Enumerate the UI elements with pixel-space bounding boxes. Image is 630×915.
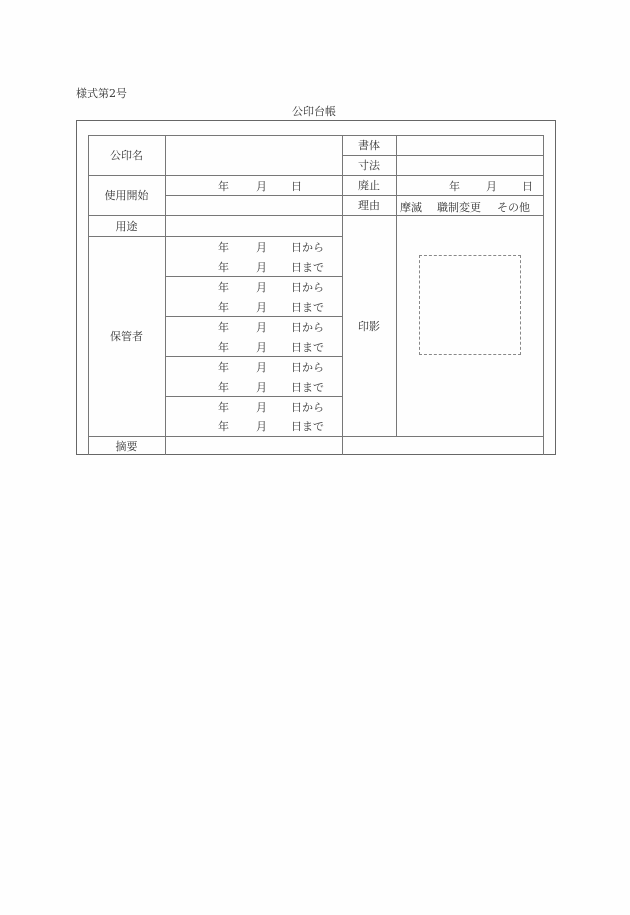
- from-day-unit: 日から: [291, 281, 324, 294]
- month-unit: 月: [256, 381, 267, 394]
- purpose-field[interactable]: [166, 216, 342, 236]
- year-unit: 年: [218, 341, 229, 354]
- start-use-date-field[interactable]: [166, 175, 342, 195]
- month-unit: 月: [256, 301, 267, 314]
- seal-name-field[interactable]: [166, 136, 342, 175]
- year-unit: 年: [449, 180, 460, 193]
- to-day-unit: 日まで: [291, 420, 324, 433]
- month-unit: 月: [256, 180, 267, 193]
- to-day-unit: 日まで: [291, 341, 324, 354]
- month-unit: 月: [256, 420, 267, 433]
- size-label: 寸法: [358, 159, 380, 172]
- year-unit: 年: [218, 361, 229, 374]
- font-field[interactable]: [397, 136, 543, 155]
- day-unit: 日: [522, 180, 533, 193]
- custodian-label: 保管者: [110, 330, 143, 343]
- table-border-right: [543, 135, 544, 455]
- from-day-unit: 日から: [291, 401, 324, 414]
- month-unit: 月: [486, 180, 497, 193]
- year-unit: 年: [218, 180, 229, 193]
- month-unit: 月: [256, 281, 267, 294]
- start-use-label: 使用開始: [104, 189, 149, 202]
- summary-field[interactable]: [166, 437, 543, 455]
- year-unit: 年: [218, 281, 229, 294]
- reason-option-wear[interactable]: 摩滅: [400, 201, 422, 214]
- year-unit: 年: [218, 321, 229, 334]
- abolish-label: 廃止: [358, 179, 380, 192]
- form-number: 様式第2号: [76, 87, 127, 100]
- start-use-note-field[interactable]: [166, 196, 342, 215]
- seal-impression-box[interactable]: [419, 255, 521, 355]
- reason-option-reorganization[interactable]: 職制変更: [437, 201, 481, 214]
- from-day-unit: 日から: [291, 361, 324, 374]
- reason-label: 理由: [358, 199, 380, 212]
- month-unit: 月: [256, 261, 267, 274]
- summary-label: 摘要: [115, 439, 138, 453]
- month-unit: 月: [256, 341, 267, 354]
- year-unit: 年: [218, 420, 229, 433]
- year-unit: 年: [218, 301, 229, 314]
- year-unit: 年: [218, 241, 229, 254]
- from-day-unit: 日から: [291, 321, 324, 334]
- from-day-unit: 日から: [291, 241, 324, 254]
- reason-option-other[interactable]: その他: [497, 201, 530, 214]
- abolish-date-field[interactable]: [397, 175, 543, 195]
- month-unit: 月: [256, 401, 267, 414]
- purpose-label: 用途: [115, 219, 138, 233]
- impression-label: 印影: [358, 319, 380, 333]
- page-title: 公印台帳: [292, 105, 336, 118]
- to-day-unit: 日まで: [291, 381, 324, 394]
- day-unit: 日: [291, 180, 302, 193]
- seal-name-label: 公印名: [110, 149, 143, 162]
- to-day-unit: 日まで: [291, 261, 324, 274]
- year-unit: 年: [218, 261, 229, 274]
- year-unit: 年: [218, 381, 229, 394]
- month-unit: 月: [256, 361, 267, 374]
- month-unit: 月: [256, 321, 267, 334]
- year-unit: 年: [218, 401, 229, 414]
- month-unit: 月: [256, 241, 267, 254]
- font-label: 書体: [358, 139, 380, 152]
- size-field[interactable]: [397, 156, 543, 175]
- to-day-unit: 日まで: [291, 301, 324, 314]
